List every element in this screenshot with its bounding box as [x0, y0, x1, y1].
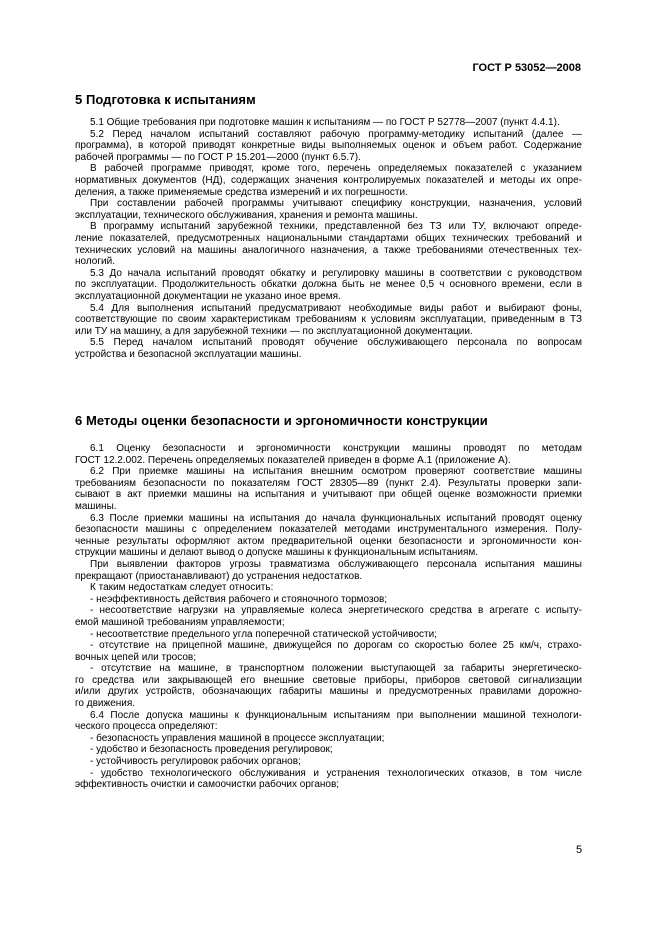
text-line: В программу испытаний зарубежной техники, представленной без ТЗ или ТУ, включают опреде-: [90, 221, 582, 233]
text-line: вочных цепей или тросов;: [75, 651, 197, 663]
paragraph: [75, 163, 582, 198]
text-line: 5.3 До начала испытаний проводят обкатку и регулировку машины в соответствии с руководством: [90, 267, 582, 279]
text-line: эксплуатации, технического обслуживания, хранения и ремонта машины.: [75, 209, 418, 221]
paragraph: [75, 582, 582, 594]
text-line: 5.5 Перед началом испытаний проводят обучение обслуживающего персонала по вопросам: [90, 337, 582, 349]
paragraph: [75, 117, 582, 129]
paragraph: [75, 466, 582, 512]
paragraph: [75, 129, 582, 164]
paragraph: [75, 221, 582, 267]
text-line: соответствующие по своим характеристикам требованиям к условиям эксплуатации, приведенным в ТЗ: [75, 314, 582, 326]
text-line: или ТУ на машину, а для зарубежной техники — по эксплуатационной документации.: [75, 325, 473, 337]
paragraph: [75, 594, 582, 606]
text-line: и/или других устройств, обозначающих габариты машины и предусмотренных правилами дорожно-: [75, 686, 582, 698]
text-line: - удобство и безопасность проведения регулировок;: [90, 744, 333, 756]
section-5-body: [75, 117, 582, 360]
paragraph: [75, 733, 582, 745]
paragraph: [75, 710, 582, 733]
text-line: ческого процесса определяют:: [75, 721, 218, 733]
text-line: - несоответствие нагрузки на управляемые колеса энергетического средства в агрегате с испыту-: [90, 605, 582, 617]
text-line: рабочей программы — по ГОСТ Р 15.201—2000 (пункт 6.5.7).: [75, 151, 361, 163]
text-line: го движения.: [75, 698, 136, 710]
text-line: емой машиной требованиям управляемости;: [75, 616, 285, 628]
text-line: го средства или закрывающей его внешние световые приборы, приборов световой сигнализации: [75, 674, 582, 686]
text-line: При выявлении факторов угрозы травматизма обслуживающего персонала испытания машины: [90, 558, 582, 570]
paragraph: [75, 768, 582, 791]
text-line: прекращают (приостанавливают) до устранения недостатков.: [75, 570, 363, 582]
paragraph: [75, 640, 582, 663]
paragraph: [75, 198, 582, 221]
text-line: программа), в которой приводят конкретные виды выполняемых оценок и объем работ. Содержание: [75, 140, 582, 152]
text-line: - устойчивость регулировок рабочих органов;: [90, 756, 301, 768]
text-line: - несоответствие предельного угла поперечной статической устойчивости;: [90, 628, 437, 640]
text-line: В рабочей программе приводят, кроме того, перечень определяемых показателей с указанием: [90, 163, 582, 175]
text-line: безопасности машины с определением показателей методами инструментального измерения. Полу-: [75, 524, 582, 536]
standard-code: ГОСТ Р 53052—2008: [472, 62, 581, 74]
text-line: нормативных документов (НД), содержащих значения контролируемых показателей и методы их опре-: [75, 174, 582, 186]
text-line: - отсутствие на машине, в транспортном положении выступающей за габариты энергетическо-: [90, 663, 582, 675]
text-line: деления, а также применяемые средства измерений и их погрешности.: [75, 186, 408, 198]
text-line: - удобство технологического обслуживания и устранения технологических отказов, в том числе: [90, 767, 582, 779]
section-5: [75, 92, 582, 360]
text-line: 5.2 Перед началом испытаний составляют рабочую программу-методику испытаний (далее —: [90, 128, 582, 140]
page-number: 5: [576, 844, 583, 856]
paragraph: [75, 629, 582, 641]
text-line: машины.: [75, 500, 117, 512]
paragraph: [75, 268, 582, 303]
text-line: технических условий на машины аналогичного назначения, а также требованиями отечественных тех-: [75, 244, 582, 256]
text-line: - безопасность управления машиной в процессе эксплуатации;: [90, 732, 385, 744]
text-line: сывают в акт приемки машины на испытания и учитывают при общей оценке возможности приемки: [75, 489, 582, 501]
section-5-title: 5 Подготовка к испытаниям: [75, 92, 256, 107]
text-line: ление показателей, предусмотренных национальными стандартами общих технических требований и: [75, 232, 582, 244]
text-line: эффективность очистки и самоочистки рабочих органов;: [75, 779, 340, 791]
paragraph: [75, 663, 582, 709]
text-line: ченные результаты оформляют актом предварительной оценки безопасности и эргономичности кон-: [75, 535, 582, 547]
text-line: 6.2 При приемке машины на испытания внешним осмотром проверяют соответствие машины: [90, 466, 582, 478]
text-line: требованиям безопасности по показателям ГОСТ 28305—89 (пункт 2.4). Результаты проверки запи-: [75, 477, 582, 489]
text-line: 6.4 После допуска машины к функциональным испытаниям при выполнении машиной технологи-: [90, 709, 582, 721]
paragraph: [75, 559, 582, 582]
paragraph: [75, 443, 582, 466]
text-line: При составлении рабочей программы учитывают специфику конструкции, назначения, условий: [90, 198, 582, 210]
text-line: К таким недостаткам следует относить:: [90, 582, 274, 594]
section-6-title: 6 Методы оценки безопасности и эргономичности конструкции: [75, 413, 488, 428]
text-line: по эксплуатации. Продолжительность обкатки должна быть не менее 0,5 ч основного времени, если в: [75, 279, 582, 291]
text-line: нологий.: [75, 256, 115, 268]
paragraph: [75, 756, 582, 768]
section-6: [75, 413, 582, 791]
section-6-body: [75, 443, 582, 791]
text-line: эксплуатационной документации не указано иное время.: [75, 290, 341, 302]
paragraph: [75, 303, 582, 338]
text-line: струкции машины и делают вывод о допуске машины к функциональным испытаниям.: [75, 547, 479, 559]
paragraph: [75, 605, 582, 628]
paragraph: [75, 744, 582, 756]
text-line: - неэффективность действия рабочего и стояночного тормозов;: [90, 593, 388, 605]
text-line: 5.4 Для выполнения испытаний предусматривают необходимые виды работ и выбирают фоны,: [90, 302, 582, 314]
text-line: устройства и безопасной эксплуатации машины.: [75, 348, 302, 360]
text-line: 6.1 Оценку безопасности и эргономичности конструкции машины проводят по методам: [90, 443, 582, 454]
text-line: - отсутствие на прицепной машине, движущейся по дорогам со скоростью более 25 км/ч, страхо-: [90, 640, 582, 652]
paragraph: [75, 513, 582, 559]
text-line: 5.1 Общие требования при подготовке машин к испытаниям — по ГОСТ Р 52778—2007 (пункт 4.4.1).: [90, 117, 560, 128]
paragraph: [75, 337, 582, 360]
text-line: 6.3 После приемки машины на испытания до начала функциональных испытаний проводят оценку: [90, 512, 582, 524]
text-line: ГОСТ 12.2.002. Перечень определяемых показателей приведен в форме А.1 (приложение А).: [75, 454, 511, 466]
